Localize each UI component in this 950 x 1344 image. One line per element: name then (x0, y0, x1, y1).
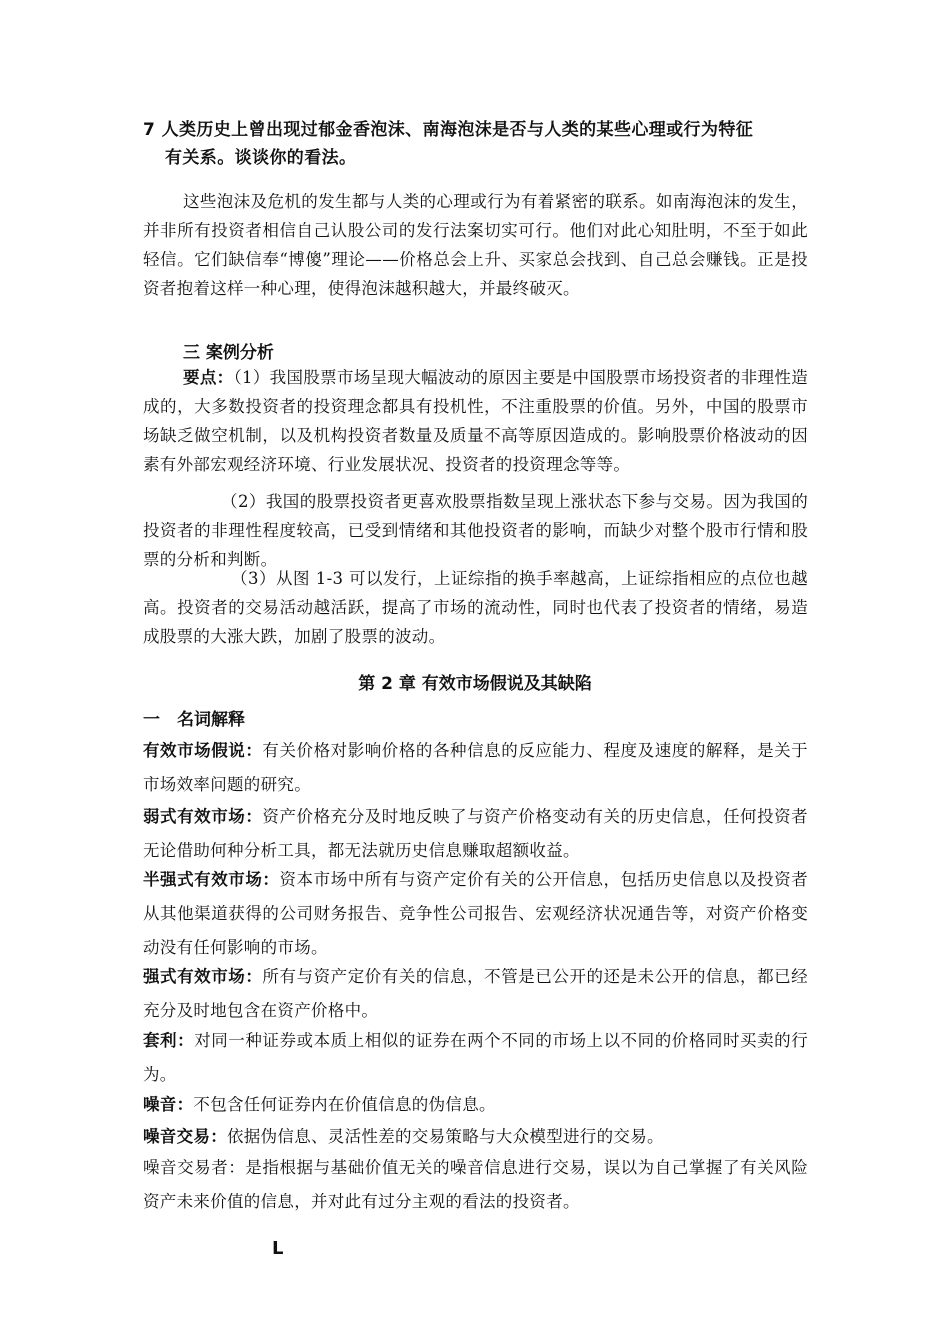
term-label: 强式有效市场： (143, 967, 263, 986)
term-definition: 所有与资产定价有关的信息，不管是已公开的还是未公开的信息，都已经充分及时地包含在资产价格中。 (143, 967, 808, 1020)
term-arbitrage (143, 1024, 808, 1092)
term-label: 有效市场假说： (143, 741, 263, 760)
case-point-2: （2）我国的股票投资者更喜欢股票指数呈现上涨状态下参与交易。因为我国的投资者的非理性程度较高，已受到情绪和其他投资者的影响，而缺少对整个股市行情和股票的分析和判断。 (143, 492, 808, 569)
case-analysis-heading: 三 案例分析 (183, 343, 274, 363)
term-label: 噪音： (143, 1095, 194, 1114)
term-label: 噪音交易： (143, 1127, 227, 1146)
chapter-2-title: 第 2 章 有效市场假说及其缺陷 (358, 674, 592, 694)
case-point-3: （3）从图 1-3 可以发行，上证综指的换手率越高，上证综指相应的点位也越高。投资者的交易活动越活跃，提高了市场的流动性，同时也代表了投资者的情绪，易造成股票的大涨大跌，加剧了股票的波动。 (143, 569, 808, 646)
term-weak-form-efficient-market (143, 800, 808, 868)
term-definition: 不包含任何证券内在价值信息的伪信息。 (193, 1095, 496, 1114)
question-line-1: 人类历史上曾出现过郁金香泡沫、南海泡沫是否与人类的某些心理或行为特征 (161, 120, 754, 140)
answer-7-paragraph: 这些泡沫及危机的发生都与人类的心理或行为有着紧密的联系。如南海泡沫的发生，并非所有投资者相信自己认股公司的发行法案切实可行。他们对此心知肚明，不至于如此轻信。它们缺信奉“博傻”理论——价格总会上升、买家总会找到、自己总会赚钱。正是投资者抱着这样一种心理，使得泡沫越积越大，并最终破灭。 (143, 192, 808, 298)
term-definition: 是指根据与基础价值无关的噪音信息进行交易，误以为自己掌握了有关风险资产未来价值的信息，并对此有过分主观的看法的投资者。 (143, 1158, 808, 1211)
case-point-1 (143, 363, 808, 479)
term-definition: 依据伪信息、灵活性差的交易策略与大众模型进行的交易。 (227, 1127, 664, 1146)
key-points-label: 要点： (183, 368, 234, 387)
term-definition: 资产价格充分及时地反映了与资产价格变动有关的历史信息，任何投资者无论借助何种分析工具，都无法就历史信息赚取超额收益。 (143, 807, 808, 860)
term-definition: 有关价格对影响价格的各种信息的反应能力、程度及速度的解释，是关于市场效率问题的研究。 (143, 741, 808, 794)
term-strong-form-efficient-market (143, 960, 808, 1028)
term-definition: 资本市场中所有与资产定价有关的公开信息，包括历史信息以及投资者从其他渠道获得的公司财务报告、竞争性公司报告、宏观经济状况通告等，对资产价格变动没有任何影响的市场。 (143, 870, 808, 957)
term-efficient-market-hypothesis (143, 734, 808, 802)
term-label: 弱式有效市场： (143, 807, 263, 826)
question-line-2: 有关系。谈谈你的看法。 (165, 148, 357, 168)
term-noise-trader (143, 1151, 808, 1219)
term-label: 套利： (143, 1031, 195, 1050)
case-point-1-text: （1）我国股票市场呈现大幅波动的原因主要是中国股票市场投资者的非理性造成的，大多数投资者的投资理念都具有投机性，不注重股票的价值。另外，中国的股票市场缺乏做空机制，以及机构投资者数量及质量不高等原因造成的。影响股票价格波动的因素有外部宏观经济环境、行业发展状况、投资者的投资理念等等。 (143, 368, 808, 474)
term-definition: 对同一种证券或本质上相似的证券在两个不同的市场上以不同的价格同时买卖的行为。 (143, 1031, 808, 1084)
term-semi-strong-efficient-market (143, 863, 808, 965)
footer-mark: L (272, 1238, 284, 1259)
term-noise (143, 1088, 808, 1122)
question-number: 7 (143, 120, 156, 140)
glossary-heading: 一 名词解释 (143, 710, 245, 730)
term-label: 半强式有效市场： (143, 870, 280, 889)
question-7-title (143, 116, 813, 172)
term-label: 噪音交易者： (143, 1158, 246, 1177)
term-noise-trading (143, 1120, 808, 1154)
